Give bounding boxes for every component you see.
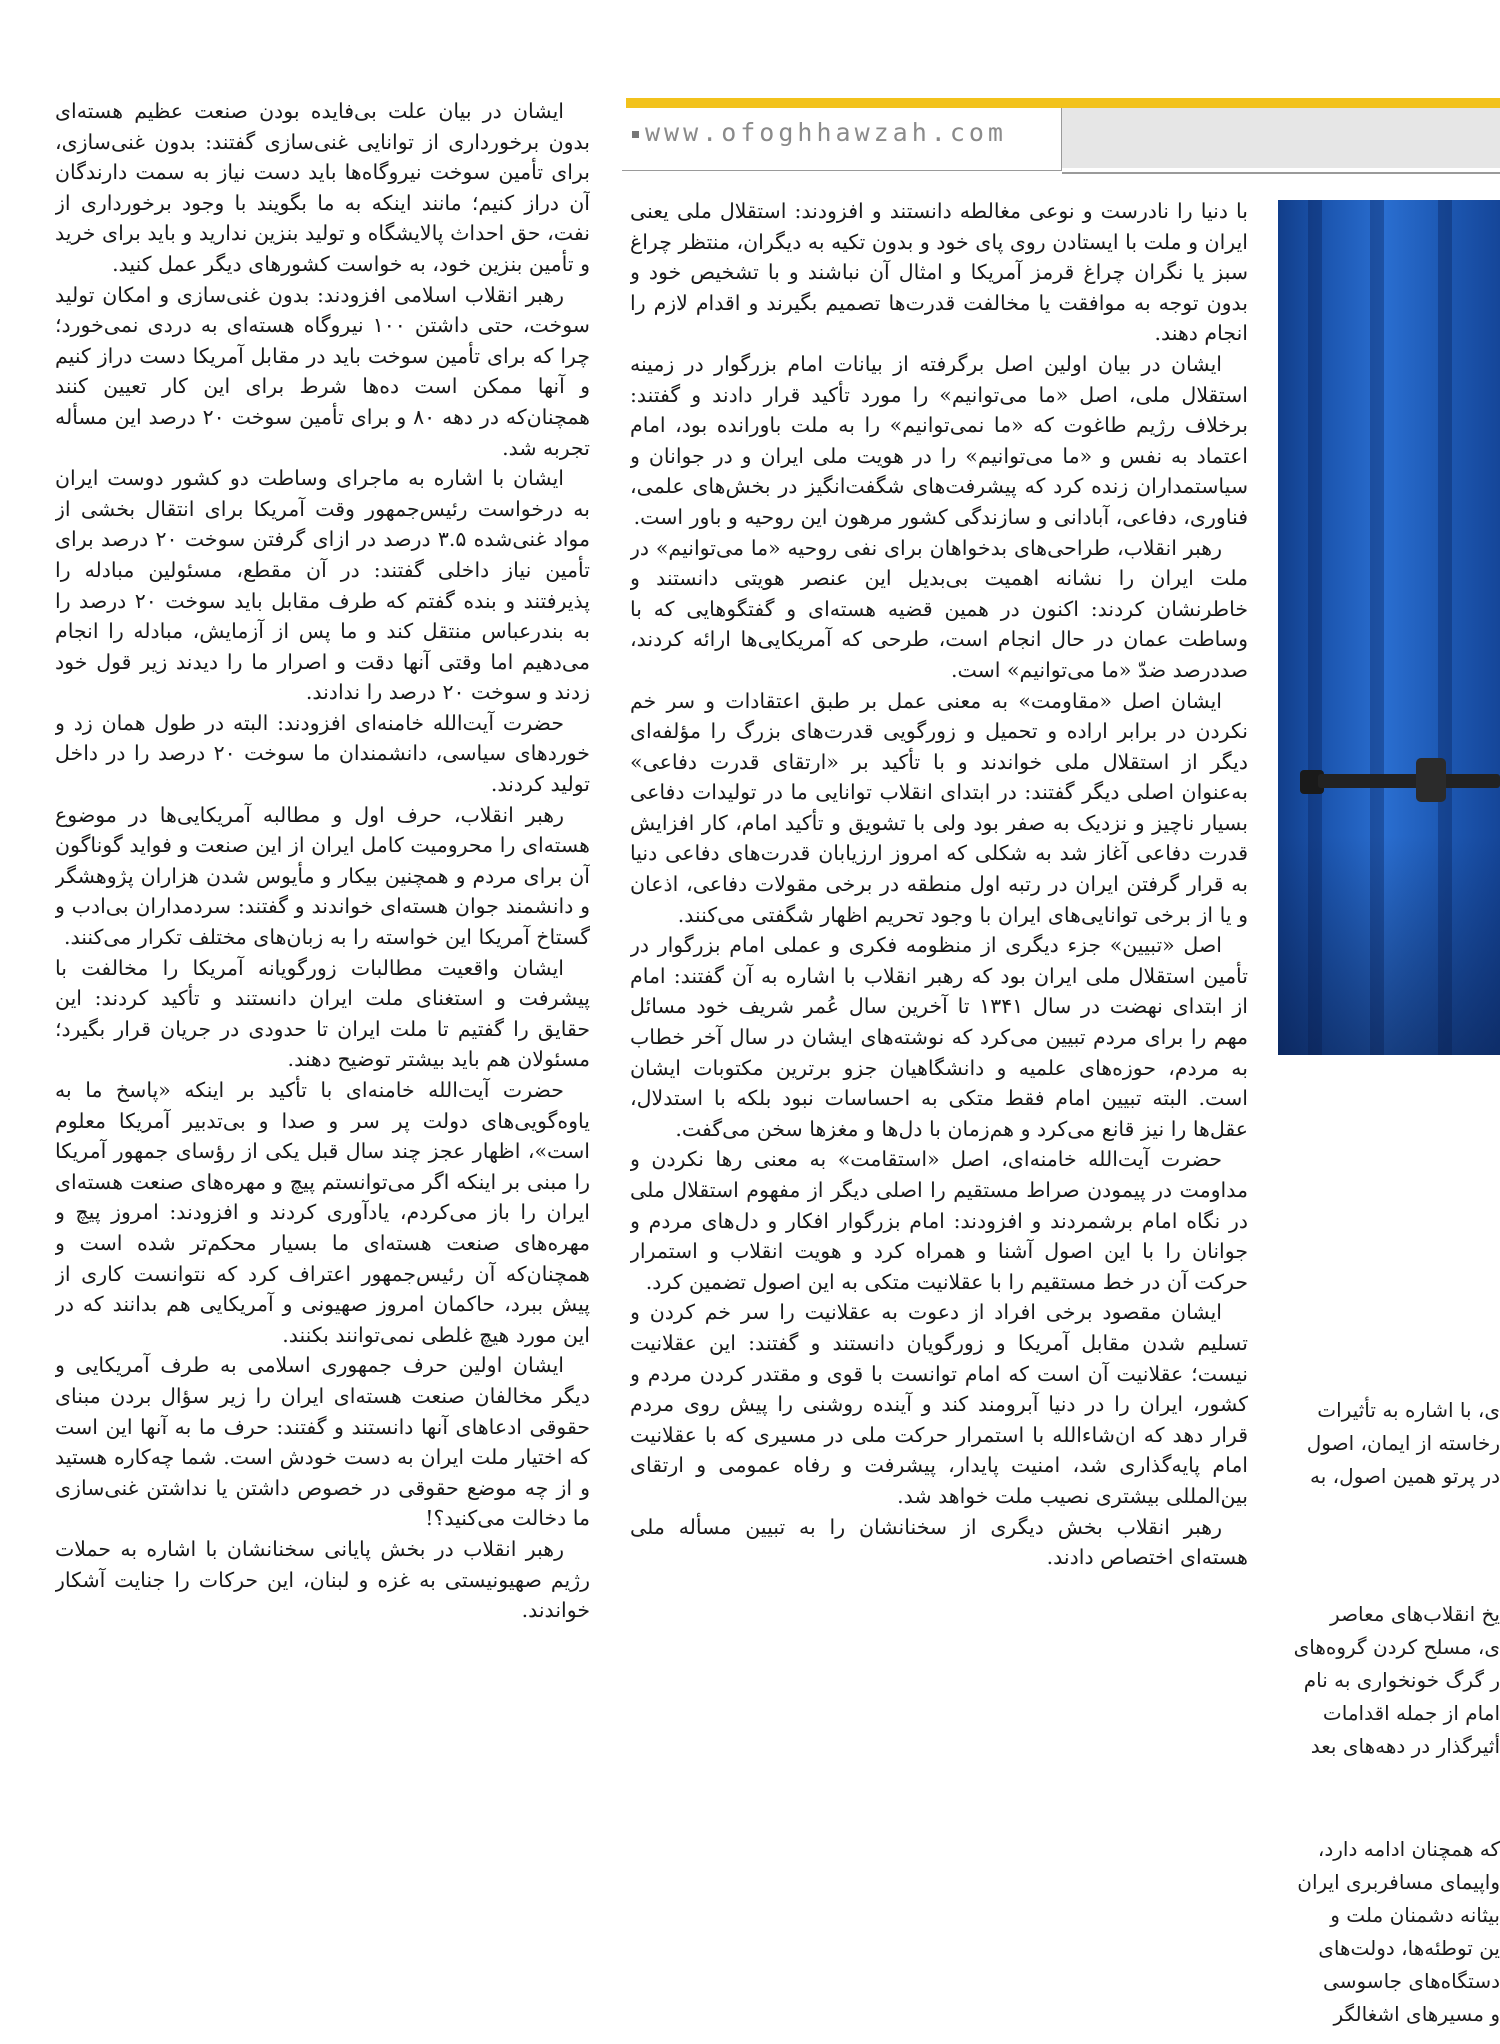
paragraph: اصل «تبیین» جزء دیگری از منظومه فکری و عملی امام بزرگوار در تأمین استقلال ملی ایران بود که رهبر انقلاب با اشاره به آن گفتند: امام از ابتدای نهضت در سال ۱۳۴۱ تا آخرین سال عُمر شریف خود مسائل مهم را برای مردم تبیین می‌کرد که نوشته‌های ایشان در سال آخر خطاب به مردم، حوزه‌های علمیه و دانشگاهیان جزو برترین مکتوبات ایشان است. البته تبیین امام فقط متکی به احساسات نبود بلکه با استدلال، عقل‌ها را نیز قانع می‌کرد و هم‌زمان با دل‌ها و مغزها سخن می‌گفت. <box>630 933 1248 1141</box>
paragraph: ایشان اولین حرف جمهوری اسلامی به طرف آمریکایی و دیگر مخالفان صنعت هسته‌ای ایران را زیر سؤال بردن مبنای حقوقی ادعاهای آنها دانستند و گفتند: حرف ما به آنها این است که اختیار ملت ایران به دست خودش است. شما چه‌کاره هستید و از چه موضع حقوقی در خصوص داشتن یا نداشتن غنی‌سازی ما دخالت می‌کنید؟! <box>55 1353 590 1531</box>
microphone-stand <box>1318 774 1500 788</box>
paragraph: حضرت آیت‌الله خامنه‌ای افزودند: البته در طول همان زد و خوردهای سیاسی، دانشمندان ما سوخت ۲۰ درصد را در داخل تولید کردند. <box>55 710 590 797</box>
website-label <box>632 118 1007 147</box>
fragment-line: یخ انقلاب‌های معاصر <box>1330 1602 1500 1626</box>
fragment-line: امام از جمله اقدامات <box>1322 1701 1500 1725</box>
microphone-head <box>1416 758 1446 802</box>
paragraph: ایشان با اشاره به ماجرای وساطت دو کشور دوست ایران به درخواست رئیس‌جمهور وقت آمریکا برای انتقال بخشی از مواد غنی‌شده ۳.۵ درصد در ازای گرفتن سوخت ۲۰ درصد برای تأمین نیاز داخلی گفتند: در آن مقطع، مسئولین مبادله را پذیرفتند و بنده گفتم که طرف مقابل باید سوخت ۲۰ درصد را به بندرعباس منتقل کند و ما پس از آزمایش، مبادله را انجام می‌دهیم اما وقتی آنها دقت و اصرار ما را دیدند زیر قول خود زدند و سوخت ۲۰ درصد را ندادند. <box>55 466 590 705</box>
paragraph: رهبر انقلاب، طراحی‌های بدخواهان برای نفی روحیه «ما می‌توانیم» در ملت ایران را نشانه اهمیت بی‌بدیل این عنصر هویتی دانستند و خاطرنشان کردند: اکنون در همین قضیه هسته‌ای و گفتگوهایی که با وساطت عمان در حال انجام است، طرحی که آمریکایی‌ها ارائه کردند، صددرصد ضدّ «ما می‌توانیم» است. <box>630 535 1248 682</box>
fragment-line: که همچنان ادامه دارد، <box>1317 1837 1500 1861</box>
paragraph: حضرت آیت‌الله خامنه‌ای با تأکید بر اینکه «پاسخ ما به یاوه‌گویی‌های دولت پر سر و صدا و بی‌تدبیر آمریکا معلوم است»، اظهار عجز چند سال قبل یکی از رؤسای جمهور آمریکا را مبنی بر اینکه اگر می‌توانستم پیچ و مهره‌های صنعت هسته‌ای ایران را باز می‌کردم، یادآوری کردند و افزودند: امروز پیچ و مهره‌های صنعت هسته‌ای ما بسیار محکم‌تر شده است و همچنان‌که آن رئیس‌جمهور اعتراف کرد که نتوانست کاری از پیش ببرد، حاکمان امروز صهیونی و آمریکایی هم بدانند که در این مورد هیچ غلطی نمی‌توانند بکنند. <box>55 1078 590 1347</box>
cropped-column-fragment <box>1262 1598 1500 1768</box>
fragment-line: و مسیرهای اشغالگر <box>1333 2002 1500 2026</box>
fragment-line: بیثانه دشمنان ملت و <box>1330 1903 1500 1927</box>
fragment-line: أثیرگذار در دهه‌های بعد <box>1310 1734 1500 1758</box>
paragraph: ایشان مقصود برخی افراد از دعوت به عقلانیت را سر خم کردن و تسلیم شدن مقابل آمریکا و زورگویان دانستند و گفتند: این عقلانیت نیست؛ عقلانیت آن است که امام توانست با قوی و مقتدر کردن مردم و کشور، ایران را در دنیا آبرومند کند و آینده روشنی را پیش روی مردم قرار دهد که ان‌شاءالله با استمرار حرکت ملی در مسیری که با عقلانیت امام پایه‌گذاری شد، امنیت پایدار، پیشرفت و رفاه عمومی و ارتقای بین‌المللی بیشتری نصیب ملت خواهد شد. <box>630 1300 1248 1508</box>
paragraph: حضرت آیت‌الله خامنه‌ای، اصل «استقامت» به معنی رها نکردن و مداومت در پیمودن صراط مستقیم را اصلی دیگر از مفهوم استقلال ملی در نگاه امام برشمردند و افزودند: امام بزرگوار افکار و دل‌های مردم و جوانان را با این اصول آشنا و همراه کرد و هویت انقلاب و استمرار حرکت آن در خط مستقیم را با عقلانیت متکی به این اصول تضمین کرد. <box>630 1147 1248 1294</box>
website-url: www.ofoghhawzah.com <box>645 118 1007 147</box>
fragment-line: ین توطئه‌ها، دولت‌های <box>1318 1936 1500 1960</box>
accent-rule <box>626 98 1500 108</box>
paragraph: رهبر انقلاب اسلامی افزودند: بدون غنی‌سازی و امکان تولید سوخت، حتی داشتن ۱۰۰ نیروگاه هسته‌ای به دردی نمی‌خورد؛ چرا که برای تأمین سوخت باید در مقابل آمریکا دست دراز کنیم و آنها ممکن است ده‌ها شرط برای این کار تعیین کنند همچنان‌که در دهه ۸۰ و برای تأمین سوخت ۲۰ درصد این مسأله تجربه شد. <box>55 282 590 460</box>
photo-shade <box>1278 835 1500 1055</box>
paragraph: رهبر انقلاب بخش دیگری از سخنانشان را به تبیین مسأله ملی هسته‌ای اختصاص دادند. <box>630 1514 1248 1570</box>
paragraph: رهبر انقلاب در بخش پایانی سخنانشان با اشاره به حملات رژیم صهیونیستی به غزه و لبنان، این حرکات را جنایت آشکار خواندند. <box>55 1536 590 1623</box>
paragraph: ایشان واقعیت مطالبات زورگویانه آمریکا را مخالفت با پیشرفت و استغنای ملت ایران دانستند و تأکید کردند: این حقایق را گفتیم تا ملت ایران تا حدودی در جریان قرار بگیرد؛ مسئولان هم باید بیشتر توضیح دهند. <box>55 955 590 1072</box>
fragment-line: دستگاه‌های جاسوسی <box>1323 1969 1500 1993</box>
paragraph: ایشان اصل «مقاومت» به معنی عمل بر طبق اعتقادات و سر خم نکردن در برابر اراده و تحمیل و زورگویی قدرت‌های بزرگ را مؤلفه‌ای دیگر از استقلال ملی خواندند و با تأکید بر «ارتقای قدرت دفاعی» به‌عنوان اصلی دیگر گفتند: در ابتدای انقلاب توانایی ما در تولیدات دفاعی بسیار ناچیز و نزدیک به صفر بود ولی با تشویق و تأکید امام، کار افزایش قدرت دفاعی آغاز شد به شکلی که امروز ارزیابان قدرت‌های دفاعی دنیا به قرار گرفتن ایران در رتبه اول منطقه در برخی مقولات دفاعی، اذعان و یا از برخی توانایی‌های ایران با وجود تحریم اظهار شگفتی می‌کنند. <box>630 688 1248 927</box>
cropped-column-fragment <box>1262 1394 1500 1499</box>
cropped-column-fragment <box>1262 1833 1500 2044</box>
fragment-line: ی، مسلح کردن گروه‌های <box>1293 1635 1500 1659</box>
article-column-middle <box>630 196 1248 2044</box>
speaker-photo <box>1278 200 1500 1055</box>
bullet-icon <box>632 131 639 138</box>
article-column-left <box>55 96 590 2044</box>
paragraph: ایشان در بیان علت بی‌فایده بودن صنعت عظیم هسته‌ای بدون برخورداری از توانایی غنی‌سازی گفتند: بدون غنی‌سازی، برای تأمین سوخت نیروگاه‌ها باید دست نیاز به سمت دارندگان آن دراز کنیم؛ مانند اینکه به ما بگویند با وجود برخورداری از نفت، حق احداث پالایشگاه و تولید بنزین ندارید و باید برای خرید و تأمین بنزین خود، به خواست کشورهای دیگر عمل کنید. <box>55 99 590 276</box>
fragment-line: رخاسته از ایمان، اصول <box>1306 1431 1500 1455</box>
fragment-line: در پرتو همین اصول، به <box>1309 1464 1500 1488</box>
fragment-line: ر گرگ خونخواری به نام <box>1303 1668 1500 1692</box>
header-underline <box>1062 172 1500 174</box>
fragment-line: واپیمای مسافربری ایران <box>1297 1870 1500 1894</box>
paragraph: رهبر انقلاب، حرف اول و مطالبه آمریکایی‌ها در موضوع هسته‌ای را محرومیت کامل ایران از این صنعت و فواید گوناگون آن برای مردم و همچنین بیکار و مأیوس شدن هزاران پژوهشگر و دانشمند جوان هسته‌ای خواندند و گفتند: سردمداران بی‌ادب و گستاخ آمریکا این خواسته را به زبان‌های مختلف تکرار می‌کنند. <box>55 802 590 950</box>
paragraph: با دنیا را نادرست و نوعی مغالطه دانستند و افزودند: استقلال ملی یعنی ایران و ملت با ایستادن روی پای خود و بدون تکیه به دیگران، منتظر چراغ سبز یا نگران چراغ قرمز آمریکا و امثال آن نباشند و با تشخیص خود و بدون توجه به موافقت یا مخالفت قدرت‌ها تصمیم بگیرند و اقدام لازم را انجام دهند. <box>630 199 1248 346</box>
fragment-line: ی، با اشاره به تأثیرات <box>1317 1398 1500 1422</box>
paragraph: ایشان در بیان اولین اصل برگرفته از بیانات امام بزرگوار در زمینه استقلال ملی، اصل «ما می‌توانیم» را مورد تأکید قرار دادند و گفتند: برخلاف رژیم طاغوت که «ما نمی‌توانیم» را به ملت باورانده بود، امام اعتماد به نفس و «ما می‌توانیم» را در هویت ملی ایران و در جوانان و سیاستمداران زنده کرد که پیشرفت‌های شگفت‌انگیز در بخش‌های علمی، فناوری، دفاعی، آبادانی و سازندگی کشور مرهون این روحیه و باور است. <box>630 351 1248 529</box>
